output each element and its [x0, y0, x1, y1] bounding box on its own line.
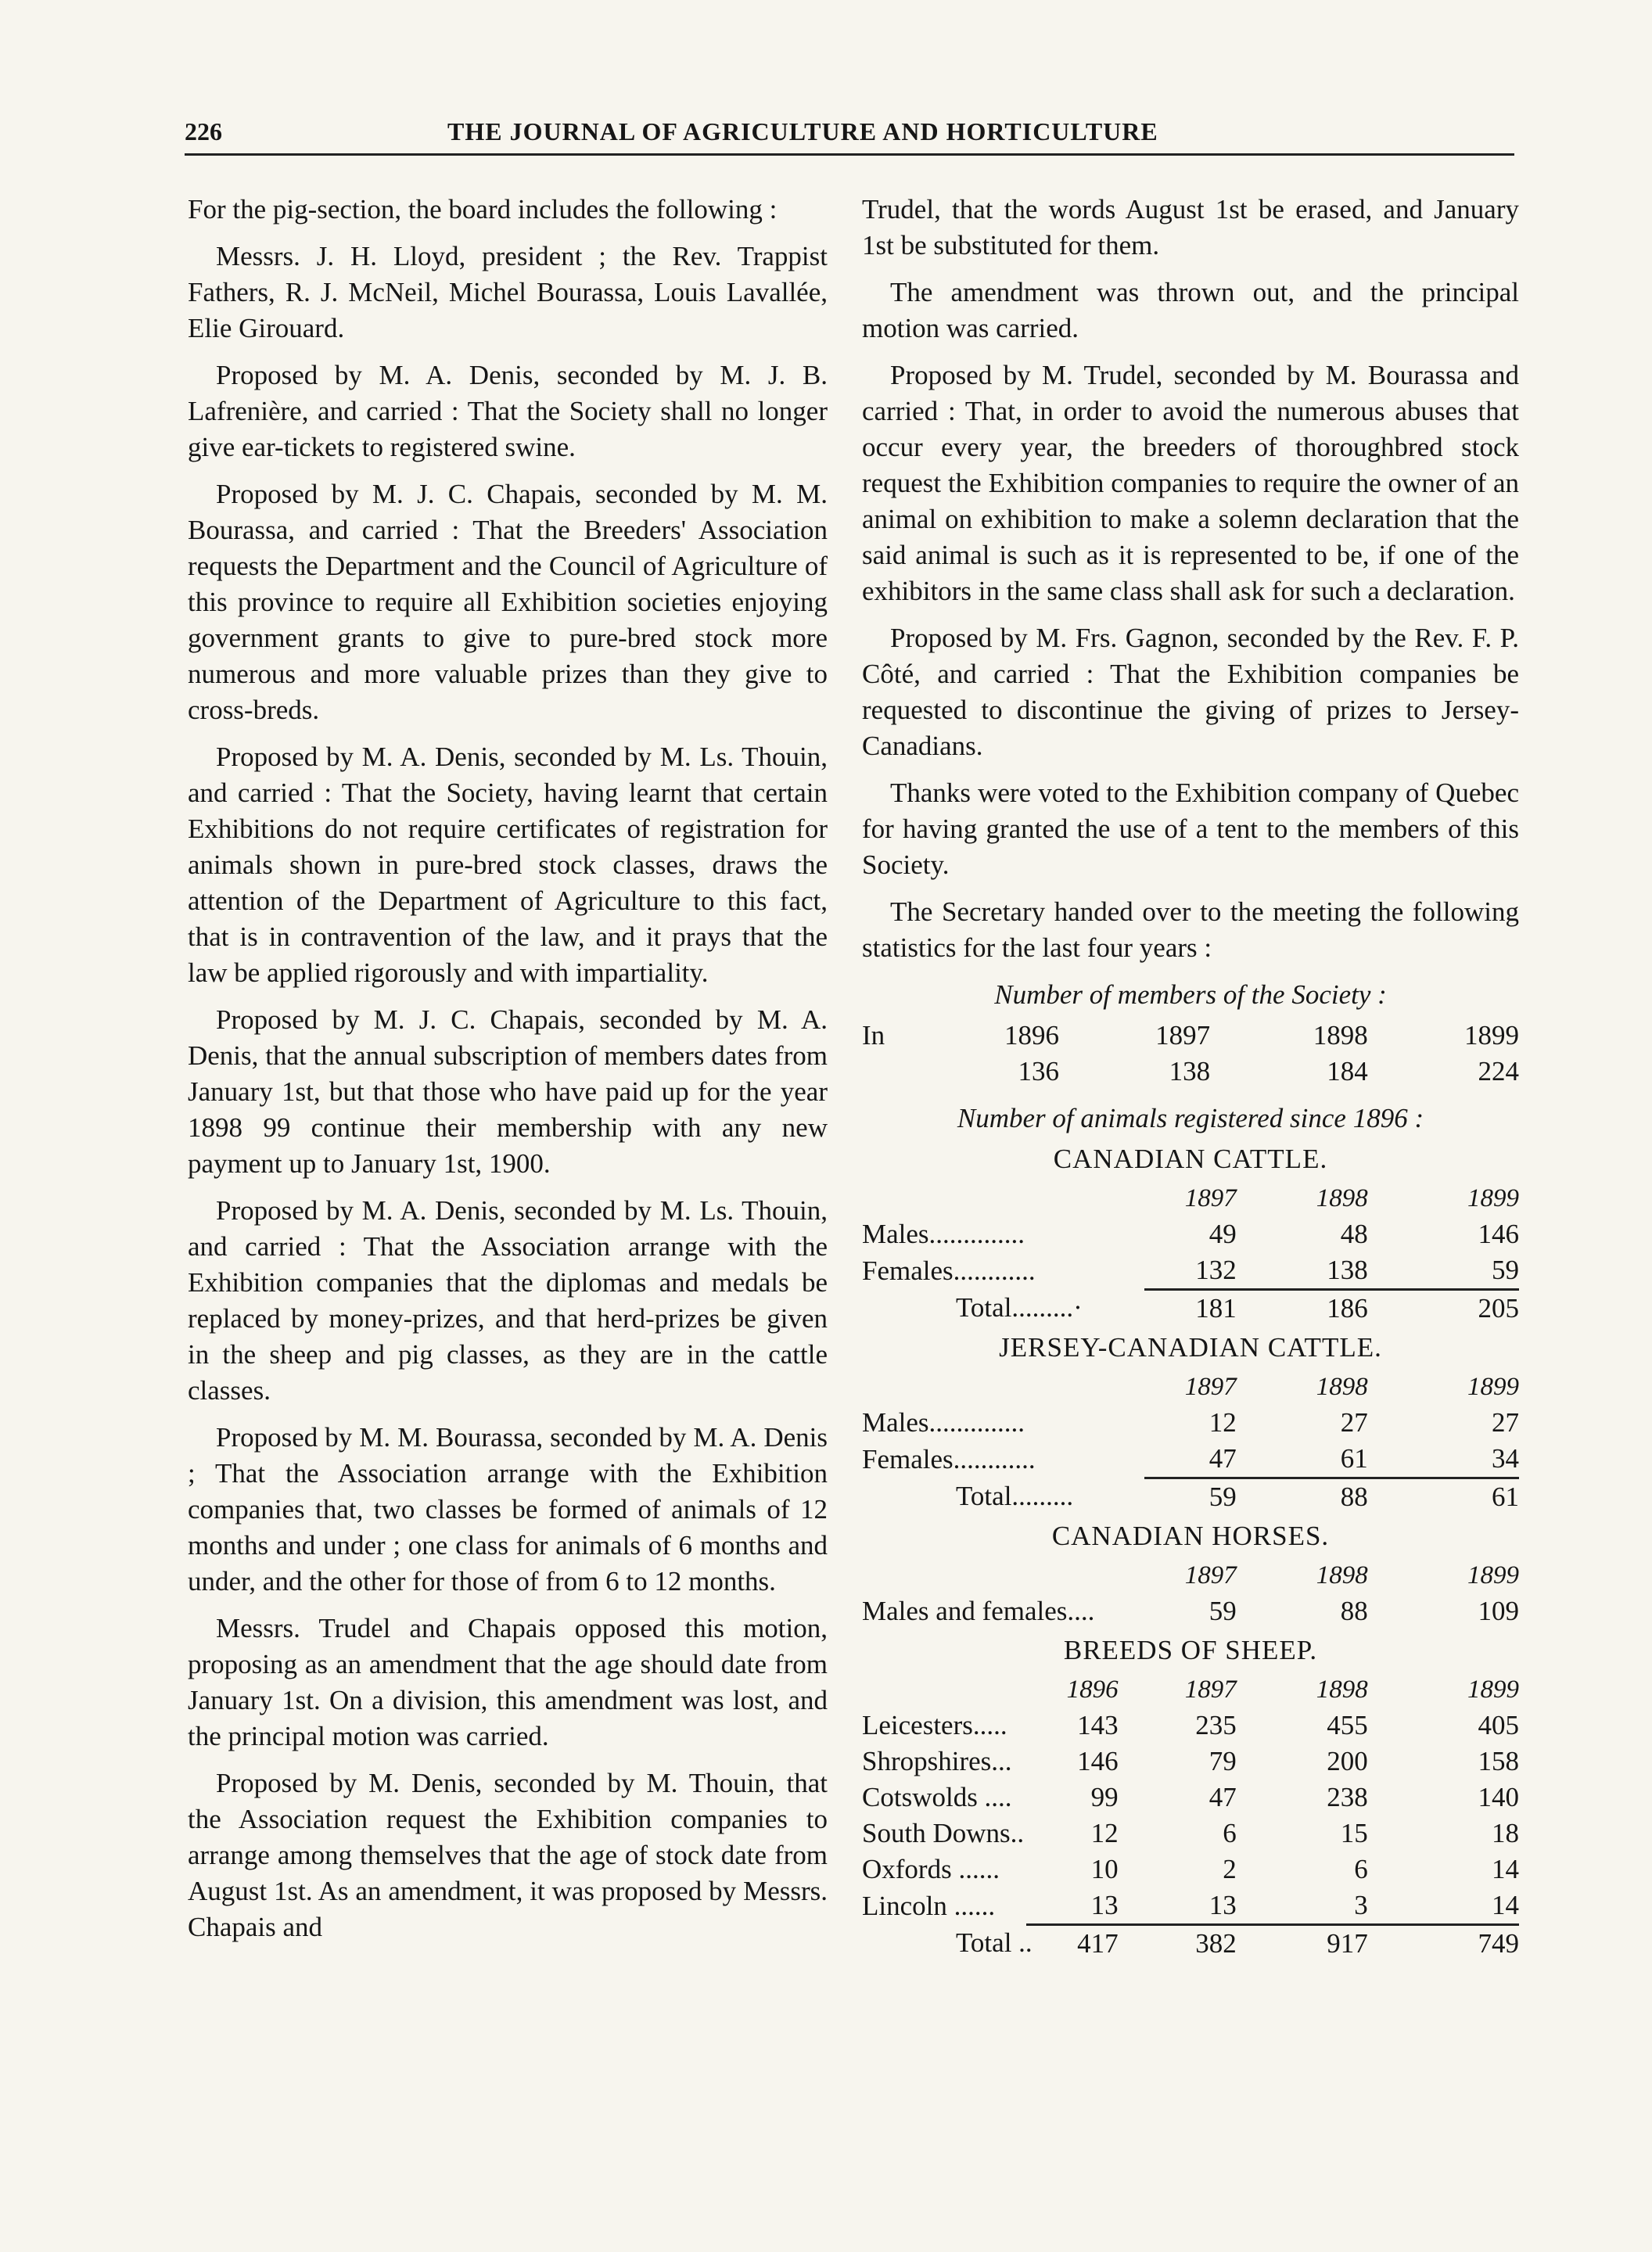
total-row [862, 1478, 1519, 1516]
table-row [862, 1369, 1519, 1405]
members-years-row [862, 1018, 1519, 1054]
canadian-cattle-title: CANADIAN CATTLE. [1053, 1144, 1328, 1174]
table-cell: 48 [1340, 1219, 1368, 1249]
table-cell: 59 [1208, 1596, 1237, 1626]
table-row [862, 1708, 1519, 1744]
table-cell: 2 [1223, 1854, 1237, 1884]
table-cell: 27 [1340, 1407, 1368, 1438]
table-cell: 34 [1492, 1443, 1519, 1474]
registered-caption: Number of animals registered since 1896 : [957, 1103, 1424, 1133]
paragraph: Proposed by M. Trudel, seconded by M. Bourassa and carried : That, in order to avoid the numerous abuses that occur every year, the breeders of thoroughbred stock request the Exhibition companies to require the owner of an animal on exhibition to make a solemn declaration that the said animal is such as it is represented to be, if one of the exhibitors in the same class shall ask for such a declaration. [862, 360, 1519, 606]
table-row [862, 1405, 1519, 1441]
row-label: Females............ [862, 1255, 1036, 1286]
paragraph: Proposed by M. J. C. Chapais, seconded by M. A. Denis, that the annual subscription of members dates from January 1st, but that those who have paid up for the year 1898 99 continue their membership with any new payment up to January 1st, 1900. [188, 1004, 828, 1179]
table-row [862, 1441, 1519, 1478]
table-cell: 1899 [1467, 1561, 1519, 1589]
table-cell: 132 [1195, 1255, 1237, 1285]
table-cell: 1898 [1316, 1561, 1368, 1589]
row-label: Shropshires... [862, 1746, 1012, 1776]
table-cell: 49 [1208, 1219, 1237, 1249]
table-cell: 59 [1492, 1255, 1519, 1285]
table-cell: 405 [1478, 1710, 1519, 1740]
table-row [862, 1816, 1519, 1852]
table-cell: 3 [1354, 1890, 1368, 1920]
table-row [862, 1557, 1519, 1593]
table-cell: 455 [1327, 1710, 1368, 1740]
table-cell: 18 [1492, 1818, 1519, 1848]
total-label: Total......... [956, 1481, 1074, 1512]
table-cell: 1896 [1066, 1676, 1119, 1704]
table-cell: 143 [1077, 1710, 1119, 1740]
paragraph: Proposed by M. A. Denis, seconded by M. Ls. Thouin, and carried : That the Society, having learnt that certain Exhibitions do not require certificates of registration for animals shown in pure-bred stock classes, draws the attention of the Department of Agriculture to this fact, that is in contravention of the law, and it prays that the law be applied rigorously and with impartiality. [188, 742, 828, 988]
table-cell: 184 [1327, 1056, 1368, 1086]
table-cell: 1898 [1316, 1676, 1368, 1704]
table-row [862, 1252, 1519, 1290]
table-cell: 12 [1208, 1407, 1237, 1438]
table-cell: 88 [1237, 1478, 1368, 1516]
table-cell: 136 [1018, 1056, 1059, 1086]
table-row [862, 1593, 1519, 1629]
table-row [862, 1672, 1519, 1708]
table-cell: 14 [1492, 1890, 1519, 1920]
table-cell: 47 [1208, 1443, 1237, 1474]
row-label: South Downs.. [862, 1818, 1025, 1848]
paragraph: Proposed by M. J. C. Chapais, seconded by M. M. Bourassa, and carried : That the Breeders' Association requests the Department and the Council of Agriculture of this province to require all Exhibition societies enjoying government grants to give to pure-bred stock more numerous and more valuable prizes than they give to cross-breds. [188, 479, 828, 725]
row-label: Males.............. [862, 1219, 1025, 1249]
table-cell: 79 [1208, 1746, 1237, 1776]
table-row [862, 1744, 1519, 1780]
paragraph: The Secretary handed over to the meeting the following statistics for the last four years : [862, 896, 1519, 963]
row-label: Cotswolds .... [862, 1782, 1012, 1812]
total-row [862, 1925, 1519, 1963]
table-cell: 200 [1327, 1746, 1368, 1776]
table-cell: 138 [1327, 1255, 1368, 1285]
header-rule [185, 153, 1514, 156]
canadian-horses-table [862, 1557, 1519, 1629]
table-cell: 158 [1478, 1746, 1519, 1776]
table-cell: 15 [1340, 1818, 1368, 1848]
members-caption: Number of members of the Society : [994, 979, 1387, 1010]
paragraph: Trudel, that the words August 1st be erased, and January 1st be substituted for them. [862, 194, 1519, 260]
table-cell: 749 [1368, 1925, 1519, 1963]
row-label: Lincoln ...... [862, 1890, 996, 1921]
table-cell: 1899 [1464, 1020, 1519, 1051]
table-row [862, 1180, 1519, 1216]
table-cell: 917 [1237, 1925, 1368, 1963]
paragraph: Thanks were voted to the Exhibition company of Quebec for having granted the use of a tent to the members of this Society. [862, 778, 1519, 880]
table-cell: 12 [1090, 1818, 1119, 1848]
table-cell: 61 [1340, 1443, 1368, 1474]
members-table [862, 1018, 1519, 1090]
right-column [862, 192, 1519, 1962]
row-label: Males.............. [862, 1407, 1025, 1438]
paragraph: Messrs. J. H. Lloyd, president ; the Rev. Trappist Fathers, R. J. McNeil, Michel Bourassa, Louis Lavallée, Elie Girouard. [188, 241, 828, 343]
table-cell: 13 [1208, 1890, 1237, 1920]
paragraph: Proposed by M. A. Denis, seconded by M. Ls. Thouin, and carried : That the Association arrange with the Exhibition companies that the diplomas and medals be replaced by money-prizes, and that herd-prizes be given in the sheep and pig classes, as they are in the cattle classes. [188, 1195, 828, 1406]
row-label: Females............ [862, 1443, 1036, 1474]
table-cell: 1899 [1467, 1373, 1519, 1401]
table-cell: 1897 [1184, 1184, 1237, 1212]
table-cell: 235 [1195, 1710, 1237, 1740]
table-cell: 138 [1169, 1056, 1211, 1086]
paragraph: For the pig-section, the board includes the following : [188, 194, 778, 224]
paragraph: The amendment was thrown out, and the principal motion was carried. [862, 277, 1519, 343]
row-label: Leicesters..... [862, 1710, 1007, 1740]
table-cell: 417 [1026, 1925, 1119, 1963]
table-cell: 1897 [1184, 1373, 1237, 1401]
paragraph: Proposed by M. Frs. Gagnon, seconded by the Rev. F. P. Côté, and carried : That the Exhibition companies be requested to discontinue the giving of prizes to Jersey-Canadians. [862, 623, 1519, 761]
members-label: In [862, 1020, 885, 1051]
paragraph: Proposed by M. M. Bourassa, seconded by M. A. Denis ; That the Association arrange with the Exhibition companies that, two classes be formed of animals of 12 months and under ; one class for animals of 6 months and under, and the other for those of from 6 to 12 months. [188, 1422, 828, 1597]
table-cell: 224 [1478, 1056, 1519, 1086]
table-cell: 1898 [1316, 1373, 1368, 1401]
statistics-block [862, 977, 1519, 1962]
table-cell: 27 [1492, 1407, 1519, 1438]
canadian-horses-title: CANADIAN HORSES. [1051, 1521, 1330, 1551]
table-cell: 140 [1478, 1782, 1519, 1812]
table-cell: 6 [1223, 1818, 1237, 1848]
page-header [185, 117, 1514, 153]
table-row [862, 1780, 1519, 1816]
table-cell: 205 [1368, 1290, 1519, 1327]
table-cell: 6 [1354, 1854, 1368, 1884]
sheep-table [862, 1672, 1519, 1962]
table-cell: 88 [1340, 1596, 1368, 1626]
table-cell: 186 [1237, 1290, 1368, 1327]
paragraph: Proposed by M. Denis, seconded by M. Thouin, that the Association request the Exhibition companies to arrange among themselves that the age of stock date from August 1st. As an amendment, it was proposed by Messrs. Chapais and [188, 1768, 828, 1942]
table-cell: 181 [1144, 1290, 1237, 1327]
table-cell: 1897 [1155, 1020, 1211, 1051]
table-cell: 1896 [1004, 1020, 1059, 1051]
table-cell: 1899 [1467, 1184, 1519, 1212]
table-cell: 10 [1090, 1854, 1119, 1884]
total-label: Total .. [956, 1927, 1032, 1959]
table-cell: 1898 [1316, 1184, 1368, 1212]
total-label: Total.........· [956, 1292, 1083, 1324]
table-row [862, 1216, 1519, 1252]
table-cell: 238 [1327, 1782, 1368, 1812]
table-cell: 99 [1090, 1782, 1119, 1812]
paragraph: Proposed by M. A. Denis, seconded by M. J. B. Lafrenière, and carried : That the Society shall no longer give ear-tickets to registered swine. [188, 360, 828, 462]
table-cell: 1897 [1184, 1561, 1237, 1589]
sheep-title: BREEDS OF SHEEP. [1063, 1635, 1318, 1665]
row-label: Oxfords ...... [862, 1854, 1000, 1884]
table-cell: 1897 [1184, 1676, 1237, 1704]
jersey-cattle-table [862, 1369, 1519, 1515]
table-row [862, 1887, 1519, 1925]
table-cell: 109 [1478, 1596, 1519, 1626]
table-cell: 382 [1119, 1925, 1237, 1963]
table-cell: 1899 [1467, 1676, 1519, 1704]
left-column [188, 192, 828, 1956]
table-cell: 13 [1090, 1890, 1119, 1920]
canadian-cattle-table [862, 1180, 1519, 1327]
paragraph: Messrs. Trudel and Chapais opposed this motion, proposing as an amendment that the age should date from January 1st. On a division, this amendment was lost, and the principal motion was carried. [188, 1613, 828, 1751]
table-row [862, 1852, 1519, 1887]
table-cell: 1898 [1313, 1020, 1368, 1051]
table-cell: 61 [1368, 1478, 1519, 1516]
running-title: THE JOURNAL OF AGRICULTURE AND HORTICULTURE [447, 117, 1158, 145]
table-cell: 14 [1492, 1854, 1519, 1884]
total-row [862, 1290, 1519, 1327]
row-label: Males and females.... [862, 1596, 1095, 1626]
table-cell: 146 [1478, 1219, 1519, 1249]
table-cell: 59 [1144, 1478, 1237, 1516]
page-number: 226 [185, 117, 222, 145]
jersey-cattle-title: JERSEY-CANADIAN CATTLE. [999, 1332, 1382, 1363]
table-cell: 146 [1077, 1746, 1119, 1776]
table-cell: 47 [1208, 1782, 1237, 1812]
members-counts-row [862, 1054, 1519, 1090]
